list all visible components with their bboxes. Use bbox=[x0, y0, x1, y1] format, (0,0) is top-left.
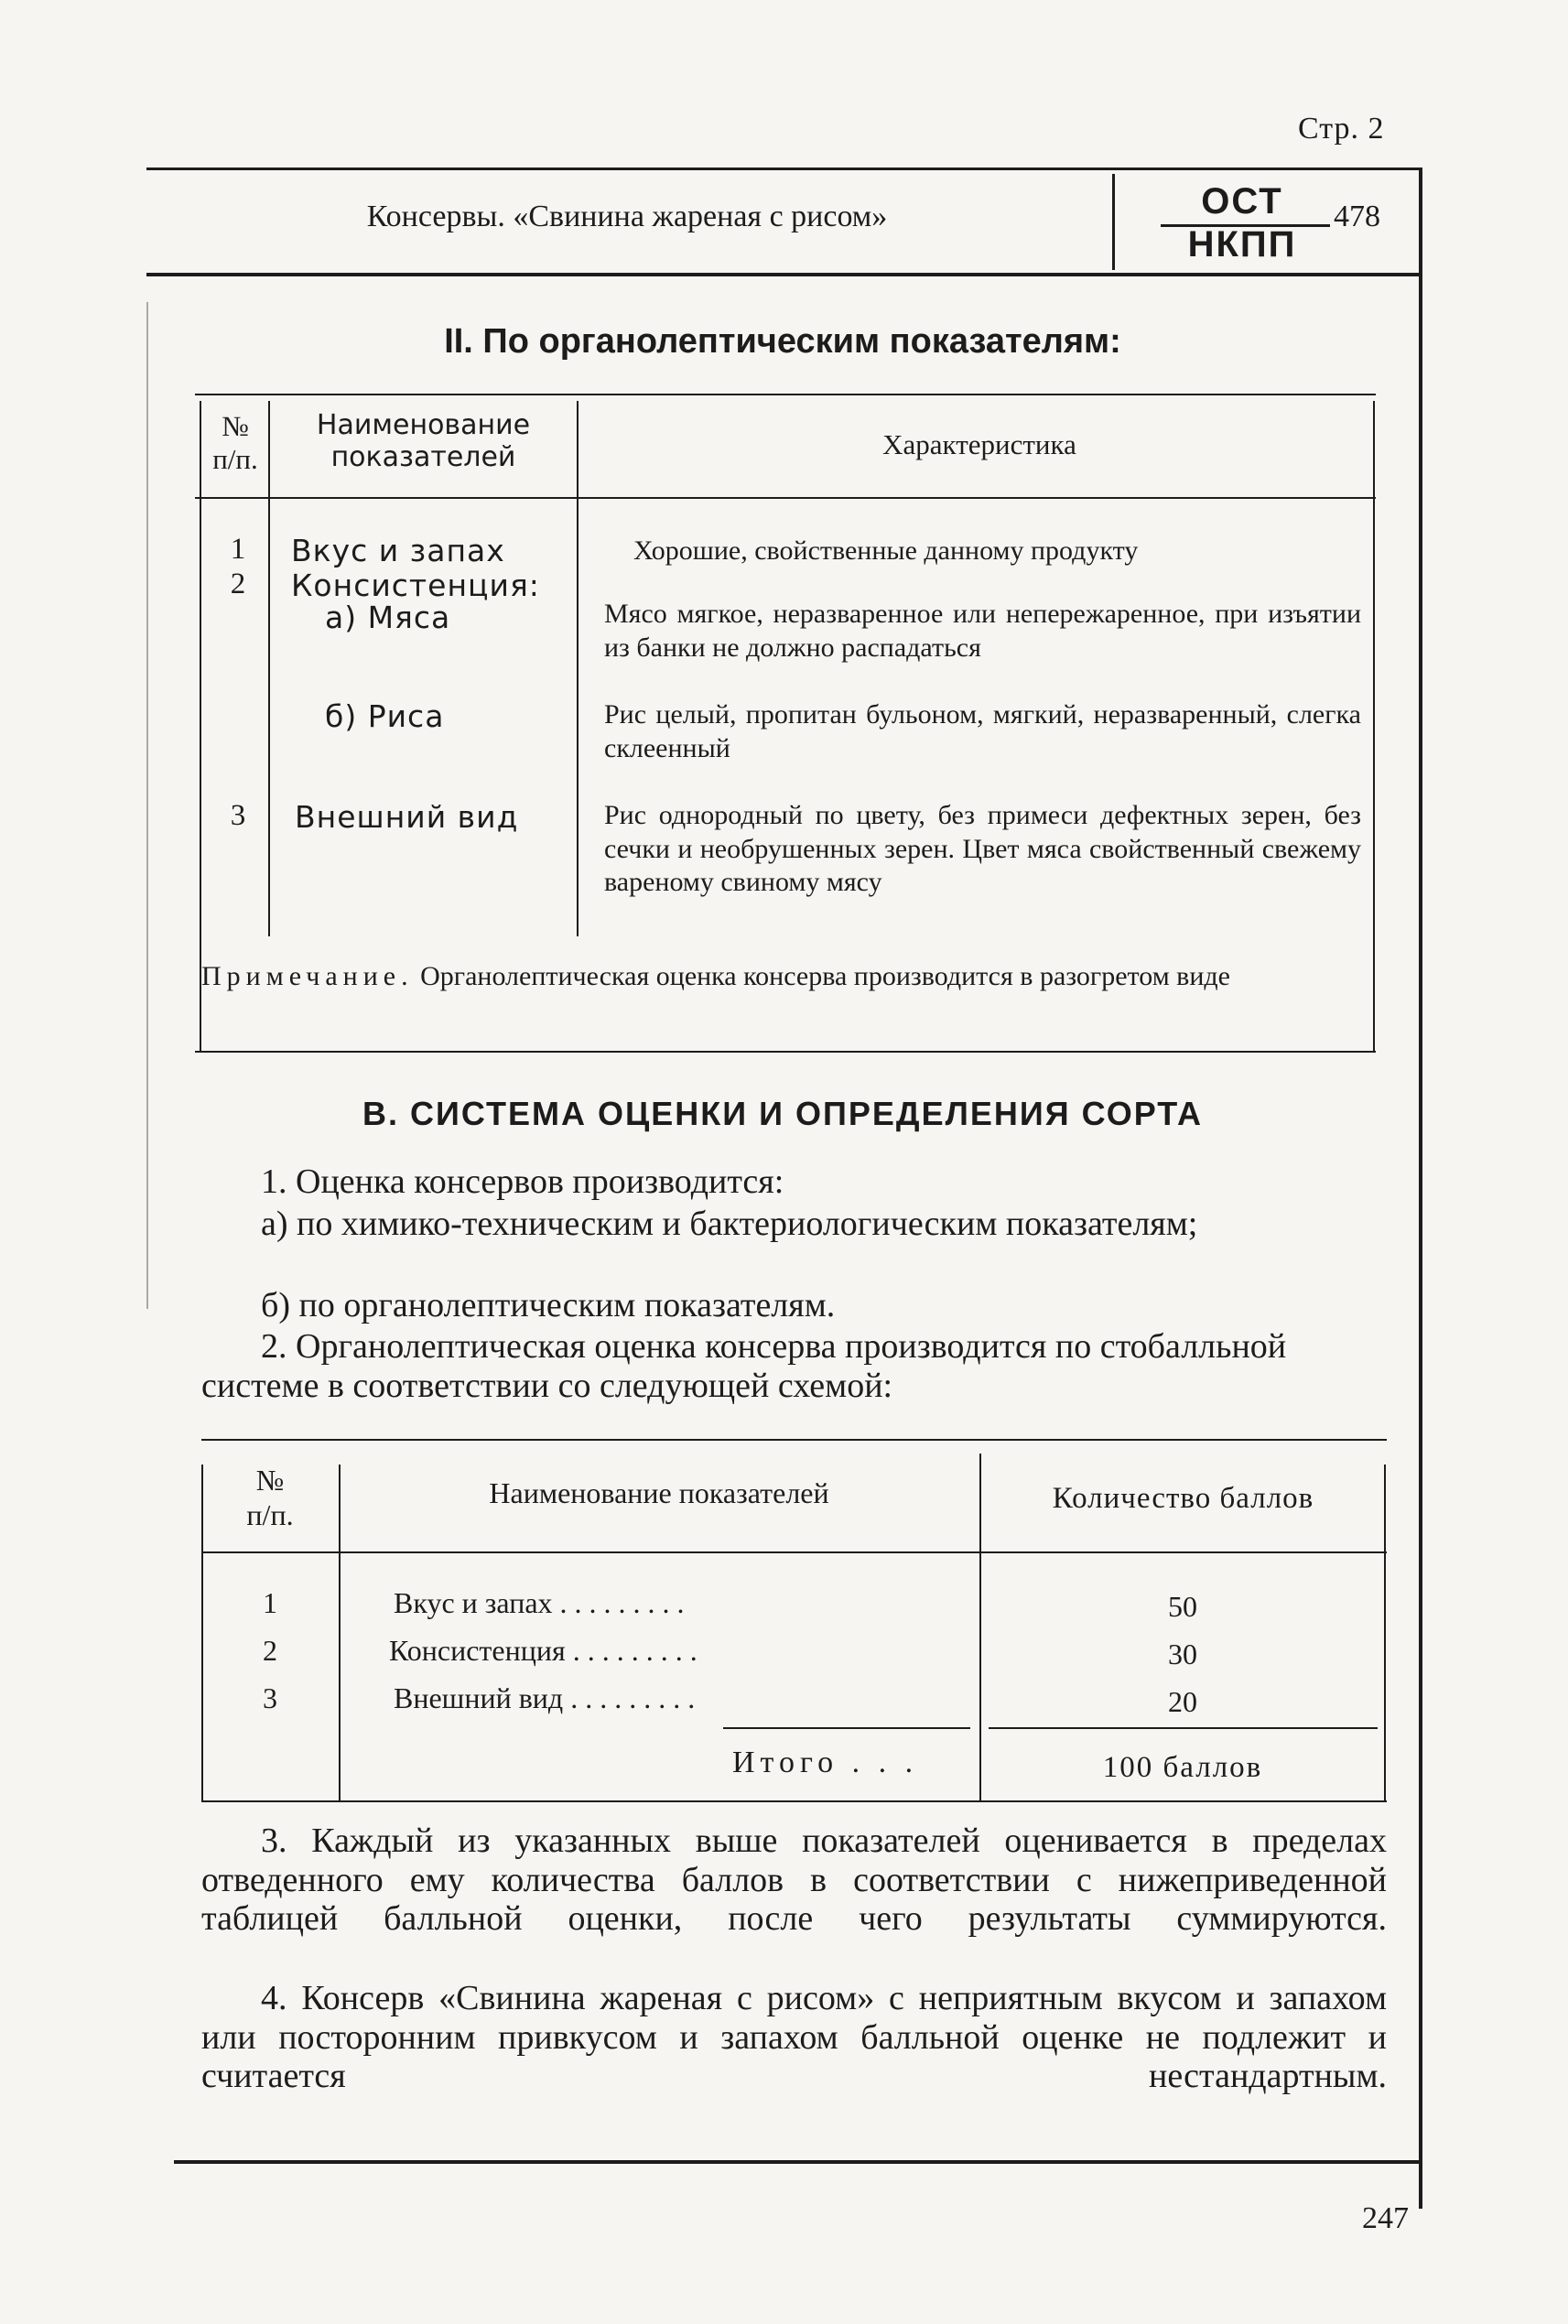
table1-note bbox=[201, 959, 1382, 994]
page-left-border bbox=[146, 302, 148, 1309]
table2-row3-points: 20 bbox=[1168, 1685, 1197, 1718]
header-num-line2: п/п. bbox=[212, 442, 258, 475]
row3-name-text: Внешний вид bbox=[394, 1681, 564, 1714]
table1-col-divider-1 bbox=[268, 401, 270, 936]
table1-row2-num: 2 bbox=[230, 567, 246, 600]
table1-header-rule bbox=[195, 497, 1376, 499]
table2-subtotal-rule-left bbox=[723, 1727, 970, 1729]
table2-row2-num: 2 bbox=[263, 1634, 277, 1667]
table2-top-rule bbox=[201, 1439, 1387, 1441]
header-name-line1: Наименование bbox=[316, 409, 531, 441]
table1-row1-num: 1 bbox=[230, 533, 246, 566]
table1-top-rule bbox=[195, 394, 1376, 395]
table1-row3-name: Внешний вид bbox=[295, 799, 519, 835]
note-text: Органолептическая оценка консерва производится в разогретом виде bbox=[420, 961, 1230, 991]
paragraph-1b: б) по органолептическим показателям. bbox=[261, 1286, 836, 1324]
table1-row1-char: Хорошие, свойственные данному продукту bbox=[633, 535, 1139, 566]
standard-code-bottom: НКПП bbox=[1187, 224, 1297, 265]
header-bottom-rule bbox=[146, 273, 1421, 276]
paragraph-1: 1. Оценка консервов производится: bbox=[261, 1162, 784, 1201]
table2-bottom-rule bbox=[201, 1800, 1387, 1802]
table1-header-num bbox=[203, 410, 267, 475]
table2-total-label: Итого . . . bbox=[732, 1746, 919, 1779]
table1-header-name bbox=[275, 410, 572, 473]
table2-left-border bbox=[201, 1465, 203, 1800]
table1-row2b-name: б) Риса bbox=[325, 698, 445, 734]
row2-name-text: Консистенция bbox=[389, 1634, 566, 1667]
paragraph-4: 4. Консерв «Свинина жареная с рисом» с неприятным вкусом и запахом или посторонним привкусом и запахом балльной оценке не подлежит и считается нестандартным. bbox=[201, 1979, 1387, 2096]
header-name-line2: показателей bbox=[330, 440, 516, 473]
table2-row3-num: 3 bbox=[263, 1681, 277, 1714]
document-title: Консервы. «Свинина жареная с рисом» bbox=[366, 200, 888, 233]
t2-header-num-line1: № bbox=[255, 1464, 285, 1497]
page-right-border bbox=[1419, 168, 1422, 2209]
table2-row2-name: Консистенция . . . . . . . . . bbox=[389, 1634, 697, 1667]
paragraph-3: 3. Каждый из указанных выше показателей оценивается в пределах отведенного ему количества баллов в соответствии с нижеприведенной таблицей балльной оценки, после чего результаты суммируются. bbox=[201, 1821, 1387, 1939]
table1-row3-char: Рис однородный по цвету, без примеси дефектных зерен, без сечки и необрушенных зерен. Цвет мяса свойственный свежему вареному свиному мясу bbox=[604, 800, 1361, 898]
table2-subtotal-rule-right bbox=[989, 1727, 1378, 1729]
table1-row2-name: Консистенция: bbox=[291, 567, 540, 603]
table2-total-value: 100 баллов bbox=[1102, 1751, 1263, 1784]
table1-right-border bbox=[1373, 401, 1375, 1053]
note-label: Примечание. bbox=[201, 961, 414, 991]
page-number: 247 bbox=[1362, 2201, 1409, 2235]
table1-header-characteristic: Характеристика bbox=[882, 428, 1076, 460]
table2-col-divider-2 bbox=[979, 1454, 981, 1800]
table1-left-border bbox=[200, 401, 201, 1053]
table2-row1-points: 50 bbox=[1168, 1590, 1197, 1623]
header-divider bbox=[1112, 174, 1115, 270]
table2-row3-name: Внешний вид . . . . . . . . . bbox=[394, 1681, 696, 1714]
paragraph-1a: а) по химико-техническим и бактериологическим показателям; bbox=[261, 1205, 1198, 1243]
total-label-text: Итого bbox=[732, 1746, 839, 1779]
table2-row1-name: Вкус и запах . . . . . . . . . bbox=[394, 1586, 685, 1619]
table2-right-border bbox=[1384, 1465, 1386, 1800]
table1-row2a-char: Мясо мягкое, неразваренное или непережаренное, при изъятии из банки не должно распадаться bbox=[604, 599, 1361, 663]
table2-row2-points: 30 bbox=[1168, 1638, 1197, 1670]
section-heading-grading: В. СИСТЕМА ОЦЕНКИ И ОПРЕДЕЛЕНИЯ СОРТА bbox=[362, 1095, 1203, 1132]
standard-code-top: ОСТ bbox=[1201, 181, 1283, 222]
table1-bottom-rule bbox=[195, 1051, 1376, 1053]
table2-header-points: Количество баллов bbox=[1052, 1482, 1314, 1515]
table2-row1-num: 1 bbox=[263, 1586, 277, 1619]
paragraph-2: 2. Органолептическая оценка консерва производится по стобалльной системе в соответствии со следующей схемой: bbox=[201, 1327, 1287, 1405]
table1-col-divider-2 bbox=[577, 401, 579, 936]
t2-header-num-line2: п/п. bbox=[246, 1498, 294, 1532]
footer-rule bbox=[174, 2160, 1421, 2164]
table1-row1-name: Вкус и запах bbox=[291, 533, 505, 568]
section-heading-organoleptic: II. По органолептическим показателям: bbox=[444, 322, 1121, 361]
table2-header-rule bbox=[201, 1551, 1387, 1553]
row1-name-text: Вкус и запах bbox=[394, 1586, 553, 1619]
header-num-line1: № bbox=[222, 410, 249, 442]
table1-row2b-char: Рис целый, пропитан бульоном, мягкий, неразваренный, слегка склеенный bbox=[604, 699, 1361, 763]
table1-row2a-name: а) Мяса bbox=[325, 600, 451, 635]
standard-number: 478 bbox=[1334, 200, 1380, 233]
header-top-rule bbox=[146, 168, 1421, 170]
table2-header-name: Наименование показателей bbox=[489, 1476, 829, 1509]
table1-row3-num: 3 bbox=[230, 799, 246, 832]
table2-header-num bbox=[206, 1463, 334, 1533]
page-label: Стр. 2 bbox=[1298, 112, 1385, 146]
table2-col-divider-1 bbox=[339, 1465, 341, 1800]
